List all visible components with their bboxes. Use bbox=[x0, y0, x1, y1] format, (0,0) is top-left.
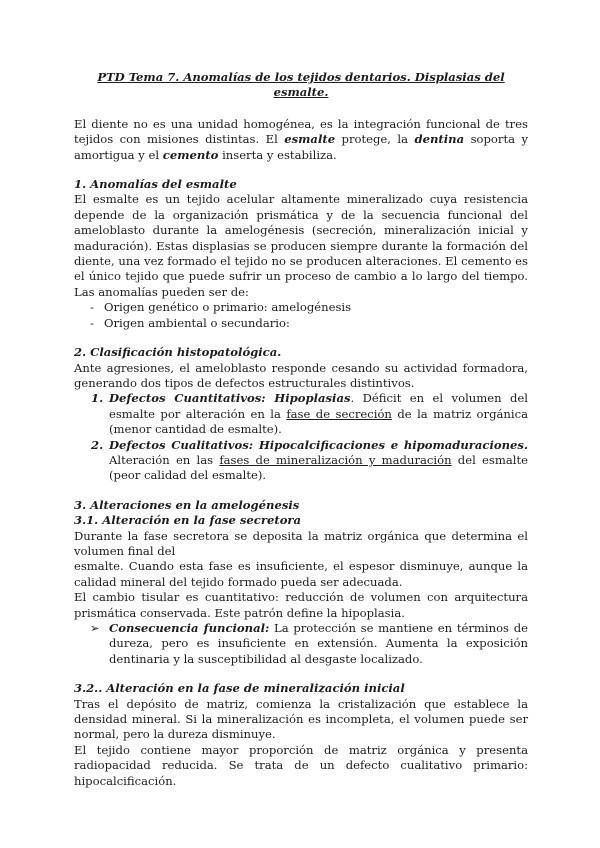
item-text: La protección se mantiene en términos de dureza, pero es insuficiente en extensión. Aumenta la exposición dentinaria y la susceptibilidad al desgaste localizado. bbox=[109, 621, 528, 666]
list-item: - Origen ambiental o secundario: bbox=[74, 316, 528, 331]
intro-term-cemento: cemento bbox=[162, 147, 219, 162]
intro-term-dentina: dentina bbox=[414, 132, 465, 147]
consequence-list bbox=[74, 621, 528, 667]
intro-term-esmalte: esmalte bbox=[284, 132, 336, 147]
item-underlined: fases de mineralización y maduración bbox=[219, 452, 452, 467]
arrow-bullet-icon: ➢ bbox=[90, 621, 100, 635]
item-number: 2. bbox=[91, 437, 104, 452]
section-2-heading: 2. Clasificación histopatológica. bbox=[74, 345, 282, 360]
item-text: Alteración en las bbox=[109, 452, 220, 467]
item-title: Defectos Cuantitativos: Hipoplasias bbox=[109, 391, 351, 406]
intro-text-3: soporta y amortigua y el bbox=[74, 132, 529, 162]
mineralization-paragraph-2: El tejido contiene mayor proporción de matriz orgánica y presenta radiopacidad reducida. Se trata de un defecto cualitativo primario: hipocalcificación. bbox=[74, 742, 528, 788]
document-page bbox=[74, 70, 528, 789]
list-item-quantitative bbox=[74, 391, 528, 437]
secretory-paragraph-1a: Durante la fase secretora se deposita la matriz orgánica que determina el volumen final del bbox=[74, 528, 528, 558]
subsection-3-1-heading: 3.1. Alteración en la fase secretora bbox=[74, 513, 302, 528]
item-title: Defectos Cualitativos: Hipocalcificaciones e hipomaduraciones. bbox=[109, 437, 528, 452]
origin-list bbox=[74, 300, 528, 331]
item-text: de la matriz orgánica (menor cantidad de esmalte). bbox=[109, 406, 528, 437]
section-1-paragraph: El esmalte es un tejido acelular altamente mineralizado cuya resistencia depende de la organización prismática y de la secuencia funcional del ameloblasto durante la amelogénesis (secreción, mineralización inicial y maduración). Estas displasias se producen siempre durante la formación del diente, una vez formado el tejido no se producen alteraciones. El cemento es el único tejido que puede sufrir un proceso de cambio a lo largo del tiempo. Las anomalías pueden ser de: bbox=[74, 192, 528, 299]
item-number: 1. bbox=[91, 391, 104, 406]
section-1-heading: 1. Anomalías del esmalte bbox=[74, 177, 237, 192]
item-underlined: fase de secreción bbox=[286, 406, 392, 421]
intro-text-2: protege, la bbox=[335, 132, 415, 147]
item-title: Consecuencia funcional: bbox=[109, 621, 270, 635]
mineralization-paragraph-1: Tras el depósito de matriz, comienza la cristalización que establece la densidad mineral. Si la mineralización es incompleta, el volumen puede ser normal, pero la dureza disminuye. bbox=[74, 696, 528, 742]
secretory-paragraph-2: El cambio tisular es cuantitativo: reducción de volumen con arquitectura prismática conservada. Este patrón define la hipoplasia. bbox=[74, 590, 528, 620]
list-item-qualitative bbox=[74, 438, 528, 484]
item-text: . Déficit en el volumen del esmalte por alteración en la bbox=[109, 391, 529, 421]
intro-text-1: El diente no es una unidad homogénea, es la integración funcional de tres tejidos con misiones distintas. El bbox=[74, 116, 528, 147]
page-title: PTD Tema 7. Anomalías de los tejidos dentarios. Displasias del esmalte. bbox=[97, 70, 505, 100]
section-3-heading: 3. Alteraciones en la amelogénesis bbox=[74, 497, 300, 512]
intro-paragraph bbox=[74, 117, 528, 163]
list-item bbox=[74, 621, 528, 667]
section-2-paragraph: Ante agresiones, el ameloblasto responde cesando su actividad formadora, generando dos tipos de defectos estructurales distintivos. bbox=[74, 360, 528, 390]
intro-text-4: inserta y estabiliza. bbox=[218, 147, 337, 162]
list-item: - Origen genético o primario: amelogénesis bbox=[74, 300, 528, 315]
subsection-3-2-heading: 3.2.. Alteración en la fase de mineralización inicial bbox=[74, 681, 405, 696]
secretory-paragraph-1b: esmalte. Cuando esta fase es insuficiente, el espesor disminuye, aunque la calidad mineral del tejido formado pueda ser adecuada. bbox=[74, 559, 528, 589]
item-text: del esmalte (peor calidad del esmalte). bbox=[109, 452, 528, 483]
defect-list bbox=[74, 391, 528, 483]
